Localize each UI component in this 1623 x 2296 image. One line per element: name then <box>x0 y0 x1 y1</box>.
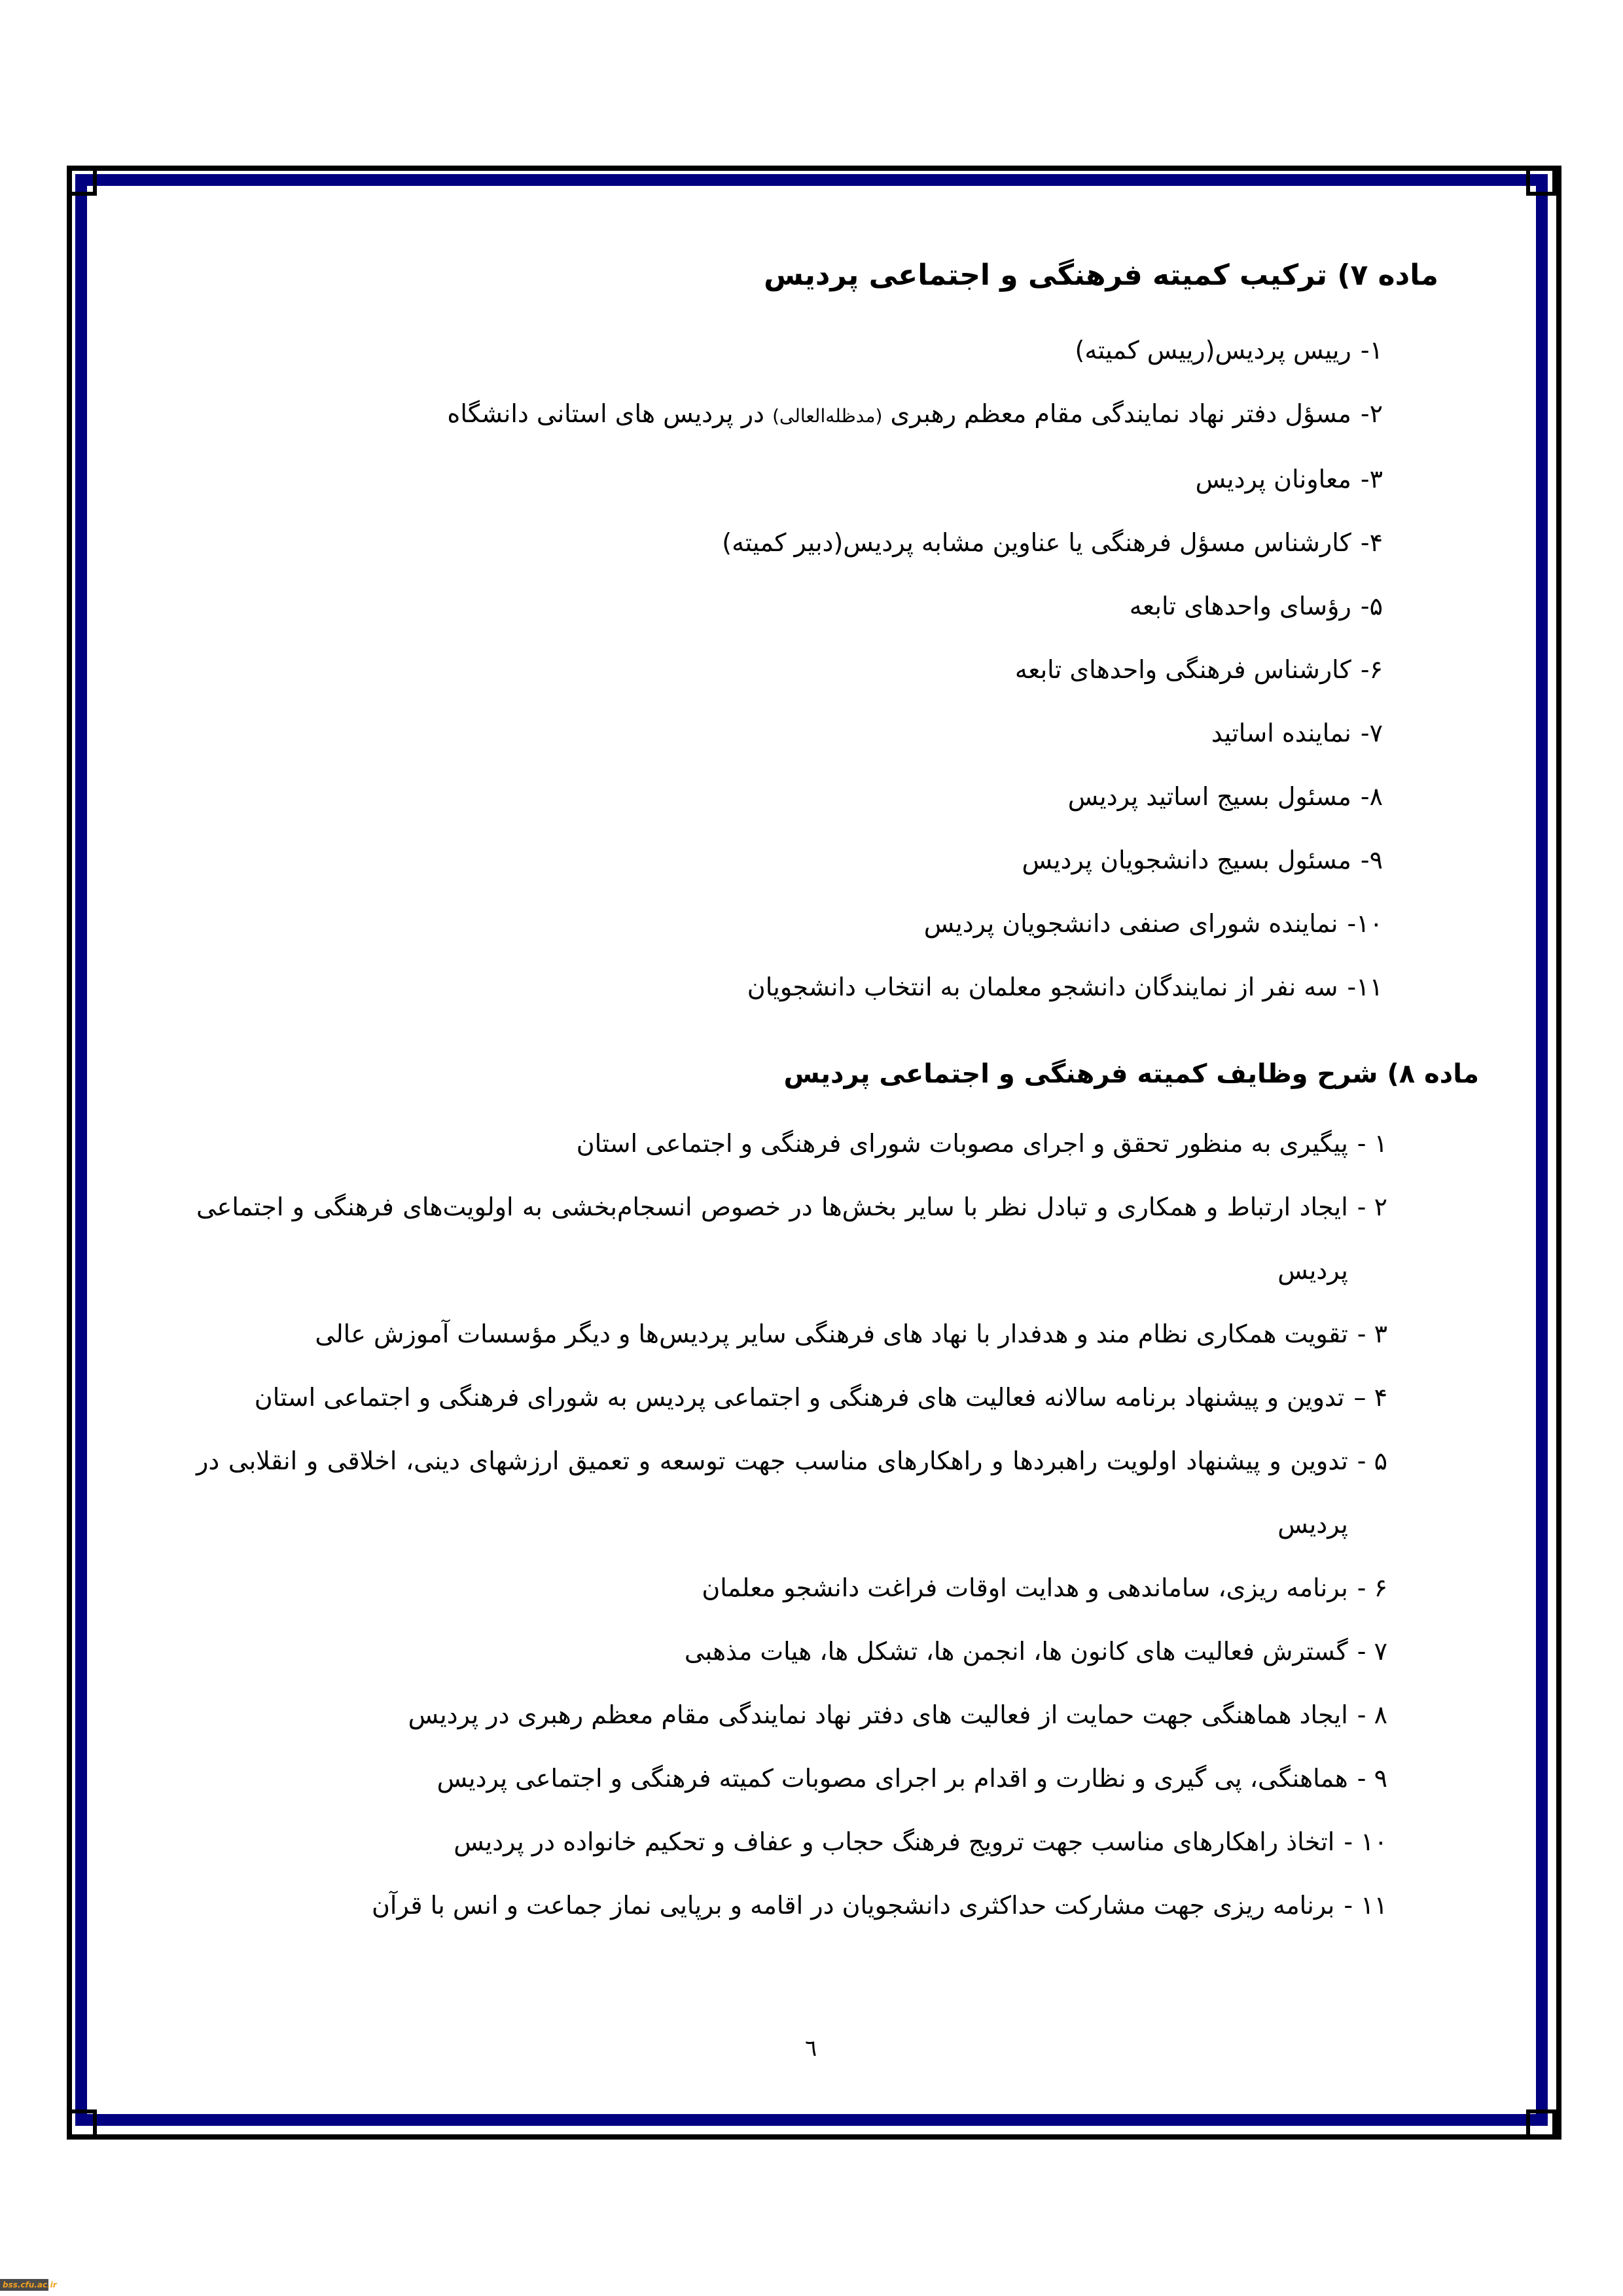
list-item <box>205 448 1383 511</box>
item-note: (مدظله‌العالی) <box>772 405 883 427</box>
list-item <box>205 702 1383 765</box>
list-item <box>196 1175 1387 1302</box>
item-number: ۱۱- <box>1347 973 1383 1001</box>
article-7-title: ماده ۷) ترکیب کمیته فرهنگی و اجتماعی پردیس <box>764 259 1438 292</box>
list-item <box>205 319 1383 382</box>
item-number: ۱- <box>1360 336 1383 365</box>
item-text: نماینده شورای صنفی دانشجویان پردیس <box>923 909 1338 938</box>
article-8-title: ماده ۸) شرح وظایف کمیته فرهنگی و اجتماعی پردیس <box>783 1059 1479 1089</box>
item-text: اتخاذ راهکارهای مناسب جهت ترویج فرهنگ حجاب و عفاف و تحکیم خانواده در پردیس <box>454 1827 1335 1856</box>
list-item <box>196 1683 1387 1747</box>
item-text: کارشناس مسؤل فرهنگی یا عناوین مشابه پردیس(دبیر کمیته) <box>722 528 1351 557</box>
item-text: معاونان پردیس <box>1195 465 1351 493</box>
list-item <box>196 1620 1387 1683</box>
article-7-list <box>205 319 1383 1019</box>
item-number: ۷ - <box>1357 1637 1387 1666</box>
item-number: ۲ - <box>1357 1193 1387 1221</box>
item-number: ۲- <box>1360 399 1383 428</box>
list-item <box>205 765 1383 829</box>
list-item <box>196 1874 1387 1937</box>
article-8-list <box>196 1112 1387 1937</box>
item-number: ۴ – <box>1353 1383 1387 1412</box>
item-number: ۱۰- <box>1347 909 1383 938</box>
list-item <box>205 511 1383 575</box>
item-number: ۱ - <box>1357 1129 1387 1158</box>
list-item <box>196 1747 1387 1810</box>
item-number: ۶- <box>1360 655 1383 684</box>
frame-corner-br <box>1526 2109 1556 2140</box>
frame-corner-tl <box>67 166 97 196</box>
item-text: کارشناس فرهنگی واحدهای تابعه <box>1014 655 1351 684</box>
page-number: ٦ <box>805 2036 817 2062</box>
item-number: ۶ - <box>1357 1573 1387 1602</box>
item-number: ۴- <box>1360 528 1383 557</box>
item-number: ۷- <box>1360 719 1383 747</box>
list-item <box>196 1302 1387 1366</box>
item-number: ۸ - <box>1357 1700 1387 1729</box>
item-text: تدوین و پیشنهاد برنامه سالانه فعالیت های فرهنگی و اجتماعی پردیس به شورای فرهنگی و اجتماعی استان <box>254 1383 1345 1412</box>
list-item <box>205 892 1383 956</box>
list-item <box>196 1810 1387 1874</box>
item-text-part: مسؤل دفتر نهاد نمایندگی مقام معظم رهبری <box>890 399 1351 428</box>
item-text: تقویت همکاری نظام مند و هدفدار با نهاد های فرهنگی سایر پردیس‌ها و دیگر مؤسسات آموزش عالی <box>315 1319 1348 1348</box>
list-item <box>205 382 1383 448</box>
item-number: ۹ - <box>1357 1764 1387 1793</box>
item-text: برنامه ریزی، ساماندهی و هدایت اوقات فراغت دانشجو معلمان <box>702 1573 1348 1602</box>
list-item <box>196 1366 1387 1429</box>
item-text <box>205 382 1351 448</box>
item-text: رییس پردیس(رییس کمیته) <box>1075 336 1351 365</box>
item-number: ۹- <box>1360 846 1383 874</box>
item-text: سه نفر از نمایندگان دانشجو معلمان به انتخاب دانشجویان <box>747 973 1338 1001</box>
item-text: ایجاد ارتباط و همکاری و تبادل نظر با سایر بخش‌ها در خصوص انسجام‌بخشی به اولویت‌های فرهنگی و اجتماعی پردیس <box>196 1193 1348 1285</box>
item-text: پیگیری به منظور تحقق و اجرای مصوبات شورای فرهنگی و اجتماعی استان <box>576 1129 1348 1158</box>
item-text: گسترش فعالیت های کانون ها، انجمن ها، تشکل ها، هیات مذهبی <box>684 1637 1348 1666</box>
item-text-part: در پردیس های استانی دانشگاه <box>447 399 764 428</box>
item-text: نماینده اساتید <box>1211 719 1351 747</box>
item-text: برنامه ریزی جهت مشارکت حداکثری دانشجویان در اقامه و برپایی نماز جماعت و انس با قرآن <box>372 1891 1335 1920</box>
frame-corner-tr <box>1526 166 1556 196</box>
item-number: ۳- <box>1360 465 1383 493</box>
watermark-logo: bss.cfu.ac.ir <box>0 2279 48 2291</box>
list-item <box>205 956 1383 1019</box>
item-text: هماهنگی، پی گیری و نظارت و اقدام بر اجرای مصوبات کمیته فرهنگی و اجتماعی پردیس <box>437 1764 1348 1793</box>
item-number: ۱۰ - <box>1344 1827 1387 1856</box>
item-number: ۱۱ - <box>1344 1891 1387 1920</box>
item-number: ۵ - <box>1357 1446 1387 1475</box>
item-number: ۵- <box>1360 592 1383 620</box>
item-text: تدوین و پیشنهاد اولویت راهبردها و راهکارهای مناسب جهت توسعه و تعمیق ارزشهای دینی، اخلاقی و انقلابی در پردیس <box>196 1446 1348 1539</box>
list-item <box>196 1112 1387 1175</box>
item-number: ۳ - <box>1357 1319 1387 1348</box>
item-text: رؤسای واحدهای تابعه <box>1129 592 1351 620</box>
list-item <box>196 1556 1387 1620</box>
item-number: ۸- <box>1360 782 1383 811</box>
list-item <box>205 638 1383 702</box>
list-item <box>205 829 1383 892</box>
list-item <box>196 1429 1387 1556</box>
frame-corner-bl <box>67 2109 97 2140</box>
item-text: مسئول بسیج دانشجویان پردیس <box>1022 846 1351 874</box>
item-text: ایجاد هماهنگی جهت حمایت از فعالیت های دفتر نهاد نمایندگی مقام معظم رهبری در پردیس <box>408 1700 1348 1729</box>
list-item <box>205 575 1383 638</box>
item-text: مسئول بسیج اساتید پردیس <box>1067 782 1351 811</box>
